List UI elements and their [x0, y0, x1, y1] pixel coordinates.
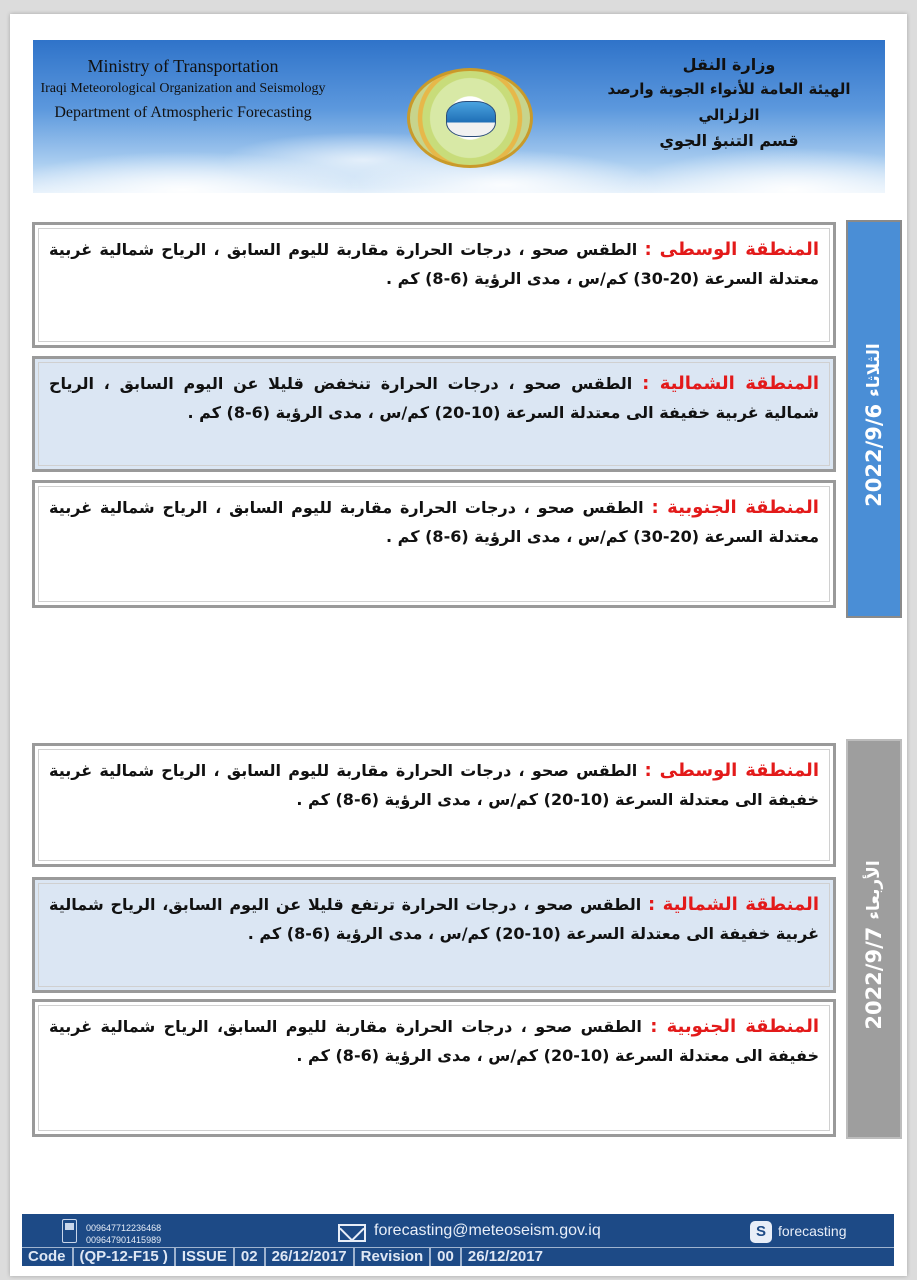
envelope-icon — [338, 1224, 366, 1242]
code-label: Code — [22, 1248, 74, 1266]
issue-date: 26/12/2017 — [266, 1248, 355, 1266]
header-banner — [33, 40, 885, 193]
department-title-ar: قسم التنبؤ الجوي — [659, 131, 799, 150]
issue-value: 02 — [235, 1248, 266, 1266]
phone-number-2: 009647901415989 — [86, 1235, 162, 1245]
date-column — [846, 220, 902, 618]
region-name: المنطقة الجنوبية : — [651, 497, 819, 518]
phone-icon — [62, 1219, 77, 1243]
organization-title-en: Iraqi Meteorological Organization and Seismology — [40, 81, 326, 96]
region-name: المنطقة الجنوبية : — [650, 1016, 819, 1037]
department-title-en: Department of Atmospheric Forecasting — [54, 104, 312, 121]
region-forecast-text: الطقس صحو ، درجات الحرارة ترتفع قليلا عن اليوم السابق، الرياح شمالية غربية خفيفة الى معتدلة السرعة (10-20) كم/س ، مدى الرؤية (6-8) كم . — [49, 895, 819, 943]
region-northern — [32, 356, 836, 472]
english-header — [33, 54, 333, 126]
region-southern — [32, 999, 836, 1137]
revision-date: 26/12/2017 — [467, 1248, 543, 1265]
day-name: الثلاثاء — [864, 343, 884, 397]
ministry-title-en: Ministry of Transportation — [87, 56, 279, 76]
organization-logo — [407, 68, 533, 168]
code-value: (QP-12-F15 ) — [74, 1248, 176, 1266]
region-forecast-text: الطقس صحو ، درجات الحرارة تنخفض قليلا عن اليوم السابق ، الرياح شمالية غربية خفيفة الى معتدلة السرعة (10-20) كم/س ، مدى الرؤية (6-8) كم . — [49, 374, 819, 422]
arabic-header — [579, 54, 879, 154]
region-forecast-text: الطقس صحو ، درجات الحرارة مقاربة لليوم السابق ، الرياح شمالية غربية معتدلة السرعة (20-30) كم/س ، مدى الرؤية (6-8) كم . — [49, 498, 819, 546]
region-northern — [32, 877, 836, 993]
forecast-day-1 — [32, 220, 902, 618]
region-name: المنطقة الوسطى : — [644, 239, 819, 260]
region-name: المنطقة الشمالية : — [648, 894, 819, 915]
day-name: الأربعاء — [864, 860, 884, 920]
region-forecast-text: الطقس صحو ، درجات الحرارة مقاربة لليوم السابق ، الرياح شمالية غربية معتدلة السرعة (20-30) كم/س ، مدى الرؤية (6-8) كم . — [49, 240, 819, 288]
date-value: 2022/9/6 — [862, 403, 886, 507]
organization-title-ar: الهيئة العامة للأنواء الجوية وارصد الزلزالي — [607, 80, 851, 124]
document-code-row — [22, 1247, 894, 1266]
ministry-title-ar: وزارة النقل — [682, 55, 776, 74]
region-name: المنطقة الشمالية : — [642, 373, 820, 394]
region-forecast-text: الطقس صحو ، درجات الحرارة مقاربة لليوم السابق، الرياح شمالية غربية خفيفة الى معتدلة السرعة (10-20) كم/س ، مدى الرؤية (6-8) كم . — [49, 1017, 819, 1065]
region-central — [32, 743, 836, 867]
region-central — [32, 222, 836, 348]
phone-number-1: 009647712236468 — [86, 1223, 162, 1233]
logo-emblem-icon — [446, 101, 496, 137]
revision-value: 00 — [431, 1248, 462, 1266]
email-link[interactable]: forecasting@meteoseism.gov.iq — [374, 1222, 601, 1239]
issue-label: ISSUE — [176, 1248, 235, 1266]
revision-label: Revision — [355, 1248, 432, 1266]
skype-icon: S — [750, 1221, 772, 1243]
phone-numbers — [86, 1222, 161, 1246]
forecast-day-2 — [32, 739, 902, 1139]
date-label — [862, 848, 886, 1030]
date-label — [862, 331, 886, 507]
region-name: المنطقة الوسطى : — [644, 760, 819, 781]
date-column — [846, 739, 902, 1139]
skype-handle[interactable]: forecasting — [778, 1223, 847, 1239]
region-southern — [32, 480, 836, 608]
region-forecast-text: الطقس صحو ، درجات الحرارة مقاربة لليوم السابق ، الرياح شمالية غربية خفيفة الى معتدلة السرعة (10-20) كم/س ، مدى الرؤية (6-8) كم . — [49, 761, 819, 809]
date-value: 2022/9/7 — [862, 926, 886, 1030]
document-page — [10, 14, 907, 1276]
footer-bar — [22, 1214, 894, 1266]
